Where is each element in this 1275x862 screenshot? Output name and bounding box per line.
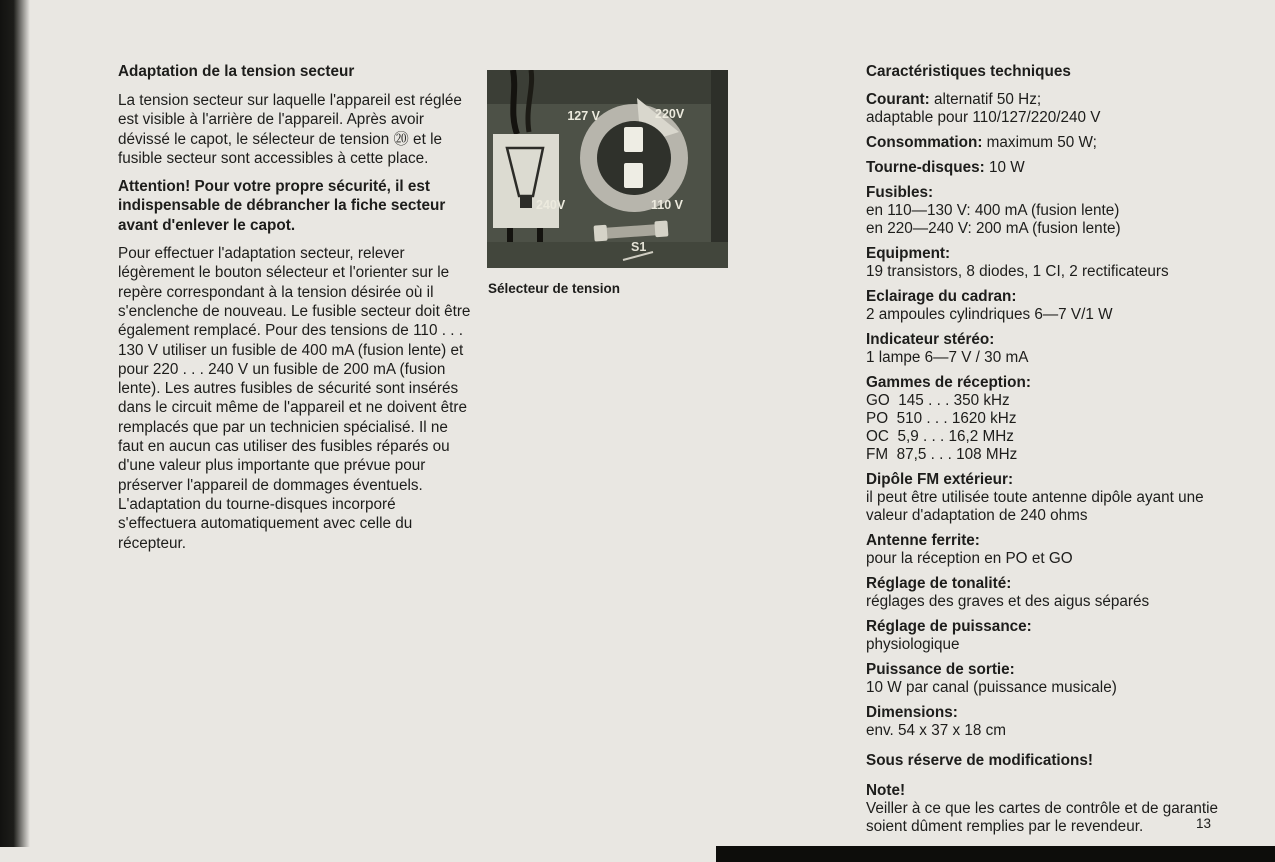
spec-label: Consommation:: [866, 134, 983, 151]
spec-head: [866, 374, 1228, 392]
spec-head: [866, 134, 1228, 152]
spec-label: Gammes de réception:: [866, 374, 1031, 391]
spec-head: [866, 184, 1228, 202]
spec-label: Eclairage du cadran:: [866, 288, 1017, 305]
figure-caption: Sélecteur de tension: [488, 281, 621, 296]
spec-item: [866, 782, 1228, 836]
label-220v: 220V: [655, 107, 685, 121]
spec-head: [866, 782, 1228, 800]
scan-edge-shadow: [716, 846, 1275, 862]
spec-item: [866, 288, 1228, 324]
spec-item: [866, 532, 1228, 568]
photo-right-shade: [711, 70, 728, 268]
spec-label: Note!: [866, 782, 906, 799]
spec-item: [866, 575, 1228, 611]
spec-label: Equipment:: [866, 245, 951, 262]
spec-item: [866, 159, 1228, 177]
right-column-heading: Caractéristiques techniques: [866, 63, 1071, 80]
spec-head: [866, 575, 1228, 593]
spec-line: env. 54 x 37 x 18 cm: [866, 722, 1007, 739]
spec-line: OC 5,9 . . . 16,2 MHz: [866, 428, 1014, 445]
spec-line: physiologique: [866, 636, 960, 653]
warning-paragraph: Attention! Pour votre propre sécurité, il est indispensable de débrancher la fiche secteur avant d'enlever le capot.: [118, 178, 446, 234]
spec-item: [866, 91, 1228, 127]
spec-line: adaptable pour 110/127/220/240 V: [866, 109, 1101, 126]
spec-line: 19 transistors, 8 diodes, 1 CI, 2 rectificateurs: [866, 263, 1169, 280]
spec-head: [866, 471, 1228, 489]
spec-label: Courant:: [866, 91, 930, 108]
spec-label: Dimensions:: [866, 704, 958, 721]
page-number: 13: [1196, 816, 1212, 831]
spec-line: pour la réception en PO et GO: [866, 550, 1073, 567]
spec-head: [866, 331, 1228, 349]
book-gutter-shadow: [0, 0, 30, 847]
left-column: [118, 62, 476, 562]
voltage-selector-photo: [487, 70, 728, 268]
spec-inline-value: maximum 50 W;: [982, 134, 1097, 151]
paragraph-voltage-location: La tension secteur sur laquelle l'appareil est réglée est visible à l'arrière de l'appareil. Après avoir dévissé le capot, le sélecteur de tension ⑳ et le fusible secteur sont accessibles à cette place.: [118, 92, 462, 167]
spec-line: PO 510 . . . 1620 kHz: [866, 410, 1017, 427]
spec-head: [866, 159, 1228, 177]
voltage-selector-illustration: [487, 70, 728, 268]
spec-head: [866, 704, 1228, 722]
spec-line: 1 lampe 6—7 V / 30 mA: [866, 349, 1029, 366]
spec-item: [866, 374, 1228, 464]
spec-label: Dipôle FM extérieur:: [866, 471, 1014, 488]
photo-bottom-shade: [487, 242, 728, 268]
label-127v: 127 V: [567, 109, 600, 123]
fuse-holder-card: [493, 134, 559, 242]
specs-list: [866, 91, 1228, 836]
spec-label: Puissance de sortie:: [866, 661, 1015, 678]
spec-inline-value: alternatif 50 Hz;: [929, 91, 1042, 108]
spec-item: [866, 752, 1228, 770]
spec-item: [866, 704, 1228, 740]
spec-line: il peut être utilisée toute antenne dipôle ayant une valeur d'adaptation de 240 ohms: [866, 489, 1208, 524]
photo-top-shade: [487, 70, 728, 104]
spec-item: [866, 245, 1228, 281]
spec-head: [866, 618, 1228, 636]
spec-head: [866, 532, 1228, 550]
spec-item: [866, 331, 1228, 367]
right-column: [866, 62, 1228, 836]
spec-line: GO 145 . . . 350 kHz: [866, 392, 1010, 409]
spec-head: [866, 661, 1228, 679]
spec-item: [866, 471, 1228, 525]
left-column-heading: Adaptation de la tension secteur: [118, 63, 355, 80]
spec-head: [866, 288, 1228, 306]
spec-label: Indicateur stéréo:: [866, 331, 995, 348]
spec-line: Veiller à ce que les cartes de contrôle et de garantie soient dûment remplies par le revendeur.: [866, 800, 1223, 835]
spec-line: réglages des graves et des aigus séparés: [866, 593, 1150, 610]
spec-head: [866, 245, 1228, 263]
spec-item: [866, 618, 1228, 654]
paragraph-adaptation-procedure: Pour effectuer l'adaptation secteur, relever légèrement le bouton sélecteur et l'orienter sur le repère correspondant à la tension désirée où il s'enclenche de nouveau. Le fusible secteur doit être également remplacé. Pour des tensions de 110 . . . 130 V utiliser un fusible de 400 mA (fusion lente) et pour 220 . . . 240 V un fusible de 200 mA (fusion lente). Les autres fusibles de sécurité sont insérés dans le circuit même de l'appareil et ne doivent être remplacés que par un technicien spécialisé. Il ne faut en aucun cas utiliser des fusibles réparés ou d'une valeur plus importante que prévue pour préserver l'appareil de dommages éventuels. L'adaptation du tourne-disques incorporé s'effectuera automatiquement avec celle du récepteur.: [118, 245, 471, 552]
spec-label: Tourne-disques:: [866, 159, 985, 176]
spec-label: Réglage de puissance:: [866, 618, 1032, 635]
wire-icon: [513, 70, 517, 134]
label-240v: 240V: [536, 198, 566, 212]
spec-line: en 220—240 V: 200 mA (fusion lente): [866, 220, 1121, 237]
spec-item: [866, 134, 1228, 152]
spec-item: [866, 184, 1228, 238]
spec-line: en 110—130 V: 400 mA (fusion lente): [866, 202, 1120, 219]
spec-label: Sous réserve de modifications!: [866, 752, 1093, 769]
spec-head: [866, 91, 1228, 109]
spec-head: [866, 752, 1228, 770]
spec-line: FM 87,5 . . . 108 MHz: [866, 446, 1018, 463]
spec-label: Réglage de tonalité:: [866, 575, 1012, 592]
label-110v: 110 V: [651, 198, 683, 212]
spec-label: Antenne ferrite:: [866, 532, 980, 549]
spec-inline-value: 10 W: [984, 159, 1025, 176]
spec-line: 2 ampoules cylindriques 6—7 V/1 W: [866, 306, 1113, 323]
label-s1: S1: [631, 240, 647, 254]
spec-label: Fusibles:: [866, 184, 934, 201]
spec-line: 10 W par canal (puissance musicale): [866, 679, 1117, 696]
spec-item: [866, 661, 1228, 697]
